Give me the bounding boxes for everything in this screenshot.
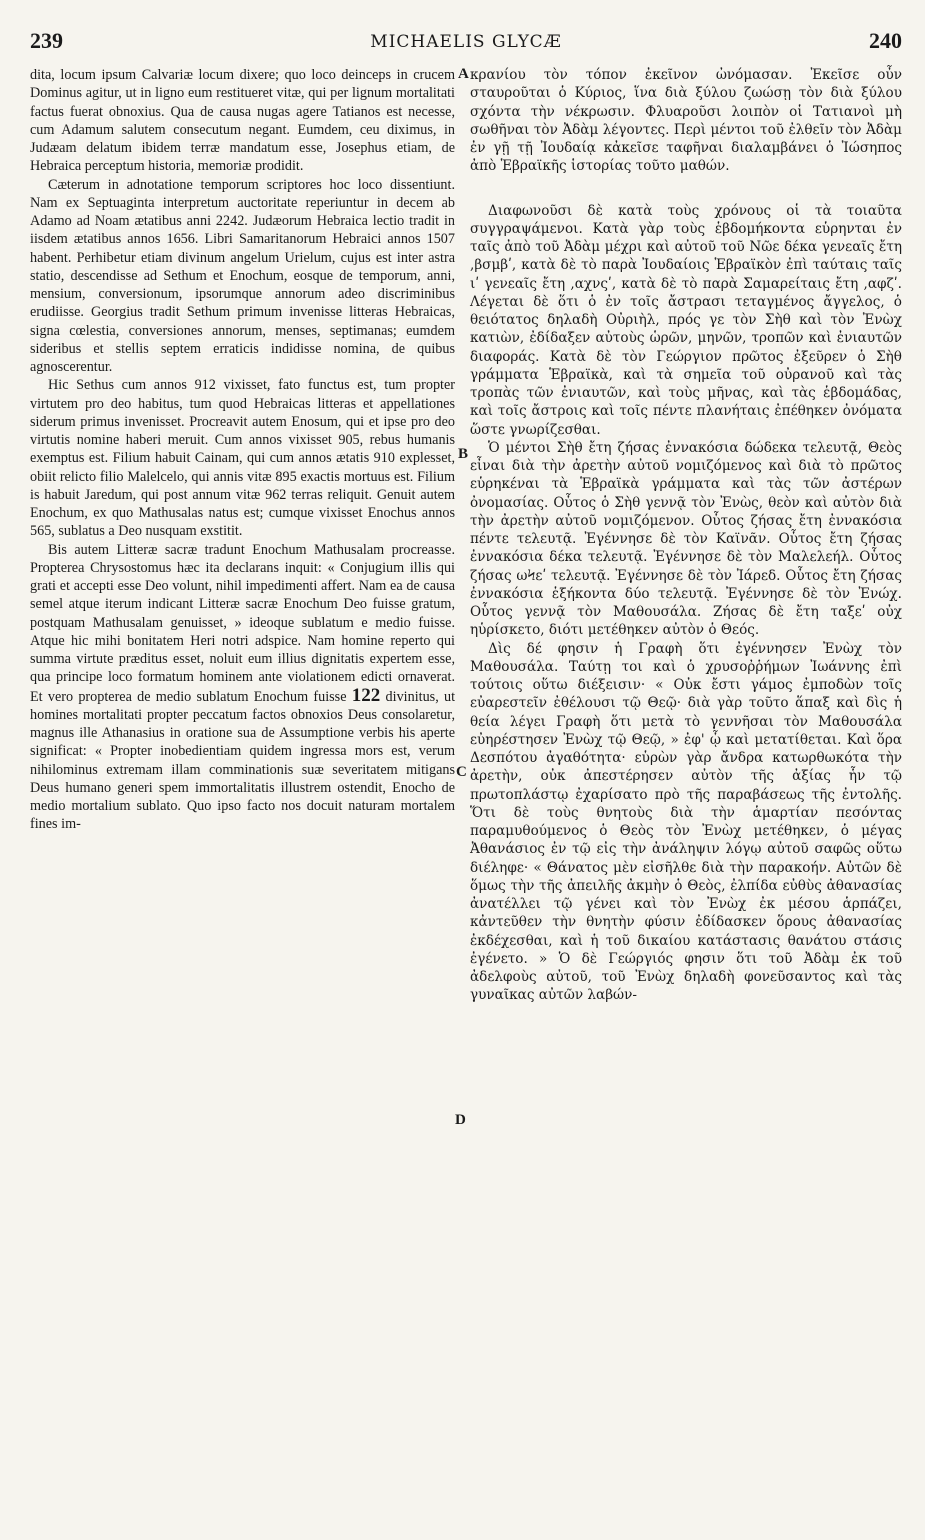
latin-paragraph [30, 541, 455, 834]
page-number-right: 240 [869, 28, 902, 53]
margin-letter-c: C [456, 764, 467, 780]
latin-paragraph: Hic Sethus cum annos 912 vixisset, fato functus est, tum propter virtutem pro deo habitus, tum quod Hebraicas litteras et appellationes siderum primus invenisset. Procreavit autem Enosum, qui et ipse pro deo virtutis nomine haberi meruit. Cum annos vixisset 905, rebus humanis exemptus est. Filium habuit Cainam, qui cum annos ætatis 910 explesset, obiit relicto filio Malelcelo, qui annis vitæ 895 exactis mortuus est. Filium is habuit Jaredum, qui post annum vitæ 962 terras reliquit. Genuit autem Enochum, ex quo Mathusalas natus est; cumque vixisset Enochus annos 565, sublatus a Deo nusquam exstitit. [30, 377, 455, 540]
margin-letter-a: A [458, 66, 469, 82]
greek-column [470, 66, 902, 1005]
greek-paragraph: Διαφωνοῦσι δὲ κατὰ τοὺς χρόνους οἱ τὰ τοιαῦτα συγγραψάμενοι. Κατὰ γὰρ τοὺς ἑβδομήκοντα εὑρηνται ἐν ταῖς ἀπὸ τοῦ Ἀδὰμ μέχρι καὶ αὐτοῦ τοῦ Νῶε δέκα γενεαῖς ἔτη ,βσμβʹ, κατὰ δὲ τὸ παρὰ Ἰουδαίοις Ἑβραϊκὸν ἐπὶ ταύταις ταῖς ιʹ γενεαῖς ἔτη ,αχνςʹ, κατὰ δὲ τὸ παρὰ Σαμαρείταις ἔτη ,αφζʹ. Λέγεται δὲ ὅτι ὁ ἐν τοῖς ἄστρασι τεταγμένος ἄγγελος, ὁ θειότατος δηλαδὴ Οὐριὴλ, πρός γε τὸν Σὴθ καὶ τὸν Ἐνὼχ κατιὼν, ἐδίδαξεν αὐτοὺς ὡρῶν, μηνῶν, τροπῶν καὶ ἐνιαυτῶν διαφοράς. Κατὰ δὲ τὸν Γεώργιον πρῶτος ἐξεῦρεν ὁ Σὴθ γράμματα Ἑβραϊκὰ, καὶ τὰ σημεῖα τοῦ οὐρανοῦ καὶ τὰς τροπὰς τῶν ἐνιαυτῶν, καὶ τοὺς μῆνας, καὶ τὰς ἑβδομάδας, καὶ τοῖς ἄστροις καὶ τοῖς πέντε πλανήταις ἐπέθηκεν ὀνόματα ὥστε γνωρίζεσθαι. [470, 202, 902, 438]
latin-paragraph: Cæterum in adnotatione temporum scriptores hoc loco dissentiunt. Nam ex Septuaginta interpretum auctoritate reperiuntur in decem ab Adamo ad Noam ætatibus anni 2242. Judæorum Hebraica lectio tradit in iisdem ætatibus annos 1656. Libri Samaritanorum Hebraici annos 1507 habent. Perhibetur etiam divinum angelum Urielum, cujus est inter astra statio, descendisse ad Sethum et Enochum, eosque de temporum, anni, mensium, conversionum, ipsorumque annorum adeo discriminibus erudiisse. Georgius tradit Sethum primum invenisse litteras Hebraicas, signa cœlestia, conversiones annorum, menses, septimanas; eumdem sideribus et stellis septem erraticis indidisse nomina, de quibus agnoscerentur. [30, 176, 455, 375]
page-header [30, 28, 902, 64]
running-title: MICHAELIS GLYCÆ [370, 32, 562, 52]
latin-paragraph-text: divinitus, ut homines mortalitati propter peccatum factos obnoxios Deus consolaretur, magnus ille Athanasius in oratione sua de Assumptione verbis his aperte significat: « Propter inobedientiam quidem ingressa mors est, verum nihilominus extremam illam comminationis suæ severitatem mitigans Deus humano generi spem immortalitatis illustrem ostendit, Enocho de medio mortalium sublato. Quo ipso facto nos docuit naturam mortalem fines im- [30, 688, 456, 833]
greek-paragraph: κρανίου τὸν τόπον ἐκεῖνον ὠνόμασαν. Ἐκεῖσε οὖν σταυροῦται ὁ Κύριος, ἵνα διὰ ξύλου ζωώσῃ τὸν διὰ ξύλου σχόντα τὴν νέκρωσιν. Φλυαροῦσι λοιπὸν οἱ Τατιανοὶ μὴ σωθῆναι τὸν Ἀδὰμ λέγοντες. Περὶ μέντοι τοῦ ἐλθεῖν τὸν Ἀδὰμ ἐν γῇ τῇ Ἰουδαίᾳ κἀκεῖσε ταφῆναι διαλαμβάνει ὁ Ἰώσηπος ἀπὸ Ἑβραϊκῆς ἱστορίας τοῦτο μαθών. [470, 67, 902, 175]
latin-paragraph-text: Bis autem Litteræ sacræ tradunt Enochum Mathusalam procreasse. Propterea Chrysostomus hæc ita declarans inquit: « Conjugium illis qui grati et accepti esse Deo volunt, nihil impedimenti affert. Nam ea de causa semel atque iterum indicant Litteræ sacræ Enochum Deo fuisse gratum, postquam Mathusalam genuisset, » ideoque sublatum e medio fuisse. Atque hic mihi bonitatem Heri notri adspice. Nam homine reperto qui summa virtute præditus esset, noluit eum illius dignitatis expertem esse, qua principe loco formatum hominem ante violationem edicti ornaverat. Et vero propterea de medio sublatum Enochum fuisse [30, 541, 455, 705]
paragraph-gap [470, 176, 902, 202]
greek-paragraph: Δὶς δέ φησιν ἡ Γραφὴ ὅτι ἐγέννησεν Ἐνὼχ τὸν Μαθουσάλα. Ταύτῃ τοι καὶ ὁ χρυσοῤῥήμων Ἰωάννης ἐπὶ τούτοις οὕτω διέξεισιν· « Οὐκ ἔστι γάμος ἐμποδὼν τοῖς εὐαρεστεῖν ἐθέλουσι τῷ Θεῷ· διὰ γὰρ τοῦτο ἅπαξ καὶ δὶς ἡ θεία λέγει Γραφὴ ὅτι μετὰ τὸ γεννῆσαι τὸν Μαθουσάλα εὐηρέστησεν Ἐνὼχ τῷ Θεῷ, » ἐφ' ᾧ καὶ μετατίθεται. Καὶ ὅρα Δεσπότου ἀγαθότητα· εὑρὼν γὰρ ἄνδρα κατωρθωκότα τὴν ἀρετὴν, οὐκ ἀπεστέρησεν αὐτὸν τῆς ἀξίας ἧν τῷ πρωτοπλάστῳ ἐχαρίσατο πρὸ τῆς παραβάσεως τῆς ἐντολῆς. Ὅτι δὲ τοὺς θνητοὺς διὰ τὴν ἁμαρτίαν πεσόντας παραμυθούμενος ὁ Θεὸς τὸν Ἐνὼχ μετέθηκεν, ὁ μέγας Ἀθανάσιος ἐν τῷ εἰς τὴν ἀνάληψιν λόγῳ αὐτοῦ σαφῶς οὕτω διέληφε· « Θάνατος μὲν εἰσῆλθε διὰ τὴν παρακοήν. Αὐτῶν δὲ ὅμως τὴν τῆς ἀπειλῆς ἀκμὴν ὁ Θεὸς, ἐλπίδα εὐθὺς ἀθανασίας ἀνατέλλει τῷ γένει καὶ τὸν Ἐνὼχ ἐκ μέσου ἁρπάζει, κἀντεῦθεν τὴν θνητὴν φύσιν ἐδίδασκεν ὅρους ἀθανασίας ἐκδέχεσθαι, καὶ ἡ τοῦ δικαίου κατάστασις θανάτου στάσις ἐγένετο. » Ὁ δὲ Γεώργιός φησιν ὅτι τοῦ Ἀδὰμ ἐκ τοῦ ἀδελφοὺς αὐτοῦ, τοῦ Ἐνὼχ δηλαδὴ φονεῦσαντος καὶ τὰς γυναῖκας αὐτῶν λαβών- [470, 640, 902, 1004]
margin-letter-b: B [458, 446, 469, 462]
latin-column [30, 66, 455, 834]
greek-paragraph: Ὁ μέντοι Σὴθ ἔτη ζήσας ἐννακόσια δώδεκα τελευτᾷ, Θεὸς εἶναι διὰ τὴν ἀρετὴν αὐτοῦ νομιζόμενος καὶ διὰ τὸ πρῶτος εὑρηκέναι τὰ Ἑβραϊκὰ γράμματα καὶ τὰς τῶν ἀστέρων ὀνομασίας. Οὗτος ὁ Σὴθ γεννᾷ τὸν Ἐνὼς, θεὸν καὶ αὐτὸν διὰ τὴν ἀρετὴν αὐτοῦ νομιζόμενον. Οὗτος ζήσας ἔτη ἐννακόσια πέντε τελευτᾷ. Ἐγέννησε δὲ τὸν Καϊνᾶν. Οὗτος ἔτη ζήσας ἐννακόσια δέκα τελευτᾷ. Ἐγέννησε δὲ τὸν Μαλελεήλ. Οὗτος ζήσας ωϞεʹ τελευτᾷ. Ἐγέννησε δὲ τὸν Ἰάρεδ. Οὗτος ἔτη ζήσας ἐννακόσια ἑξήκοντα δύο τελευτᾷ. Ἐγέννησε δὲ τὸν Ἐνώχ. Οὗτος γεννᾷ τὸν Μαθουσάλα. Ζήσας δὲ ἔτη ταξεʹ οὐχ ηὑρίσκετο, διότι μετέθηκεν αὐτὸν ὁ Θεός. [470, 439, 902, 639]
margin-letter-d: D [455, 1112, 466, 1128]
page-number-left: 239 [30, 28, 63, 53]
latin-paragraph: dita, locum ipsum Calvariæ locum dixere; quo loco deinceps in crucem Dominus agitur, ut in ligno eum restitueret vitæ, qui per lignum mortalitati factus fuerat obnoxius. Qua de causa nugas agere Tatianos est necesse, cum Adamum salutem consecutum negant. Eumdem, ceu diximus, in Judæam delatum ibidem terræ mandatum esse, Josephus etiam, de Hebraica perceptum historia, memoriæ prodidit. [30, 67, 455, 175]
inline-column-number: 122 [351, 684, 381, 706]
